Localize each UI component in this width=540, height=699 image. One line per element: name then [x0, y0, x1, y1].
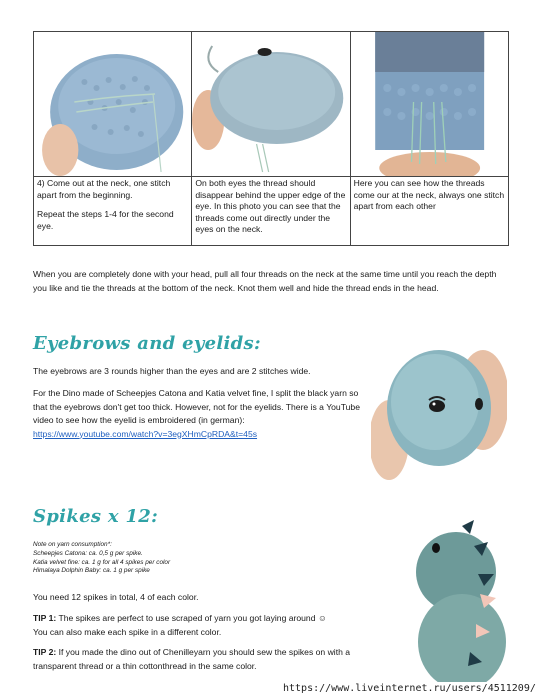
caption-1-line-2: Repeat the steps 1-4 for the second eye. — [37, 209, 174, 231]
steps-table — [33, 31, 509, 246]
tip1 — [33, 612, 398, 639]
photo-cell-3 — [350, 32, 508, 177]
photo-eyes-thread — [192, 32, 349, 176]
tip1-line2: You can also make each spike in a different color. — [33, 626, 222, 637]
yarn-note-line-2: Scheepjes Catona: ca. 0,5 g per spike. — [33, 549, 143, 557]
tip2-label: TIP 2: — [33, 647, 57, 657]
watermark-url: https://www.liveinternet.ru/users/4511209/ — [283, 683, 536, 694]
eyebrows-p2-text: For the Dino made of Scheepjes Catona and Katia velvet fine, I split the black yarn so that the eyebrows don't get too thick. However, not for the eyelids. There is a YouTube video to see how the eyelid is embroidered (in german): — [33, 388, 360, 425]
tip1-text: The spikes are perfect to use scraped of yarn you got laying around — [56, 613, 318, 623]
caption-cell-3 — [350, 177, 508, 246]
tip1-label: TIP 1: — [33, 613, 57, 623]
eyebrows-p1: The eyebrows are 3 rounds higher than the eyes and are 2 stitches wide. — [33, 366, 311, 376]
spikes-p1: You need 12 spikes in total, 4 of each color. — [33, 592, 199, 602]
caption-1-line-1: 4) Come out at the neck, one stitch apart from the beginning. — [37, 178, 171, 200]
yarn-note — [33, 541, 333, 576]
yarn-note-line-3: Katia velvet fine: ca. 1 g for all 4 spikes per color — [33, 558, 171, 566]
caption-cell-1 — [34, 177, 192, 246]
eyebrows-p2 — [33, 387, 373, 441]
yarn-note-line-1: Note on yarn consumption*: — [33, 541, 112, 548]
tip2 — [33, 646, 373, 673]
photo-head-thread — [34, 32, 191, 176]
photo-cell-1 — [34, 32, 192, 177]
yarn-note-line-4: Himalaya Dolphin Baby: ca. 1 g per spike — [33, 567, 150, 575]
photo-dino-spikes — [412, 512, 508, 682]
spikes-heading: Spikes x 12: — [33, 506, 159, 527]
caption-cell-2 — [192, 177, 350, 246]
photo-neck-threads — [351, 32, 508, 176]
youtube-link[interactable]: https://www.youtube.com/watch?v=3egXHmCpRDA&t=45s — [33, 428, 258, 439]
photo-cell-2 — [192, 32, 350, 177]
smiley-icon: ☺ — [317, 613, 327, 623]
caption-3-line-1: Here you can see how the threads come our at the neck, always one stitch apart from each other — [353, 178, 505, 211]
photo-dino-head-eyelids — [371, 330, 507, 480]
caption-2-line-1: On both eyes the thread should disappear behind the upper edge of the eye. In this photo you can see that the threads come out directly under the eyes on the neck. — [195, 178, 346, 234]
intro-paragraph: When you are completely done with your head, pull all four threads on the neck at the same time until you reach the depth you like and tie the threads at the bottom of the neck. Knot them well and hide the thread ends in the head. — [33, 269, 497, 293]
eyebrows-heading: Eyebrows and eyelids: — [33, 333, 261, 354]
tip2-text: If you made the dino out of Chenilleyarn you should sew the spikes on with a transparent thread or a thin cottonthread in the same color. — [33, 647, 351, 671]
